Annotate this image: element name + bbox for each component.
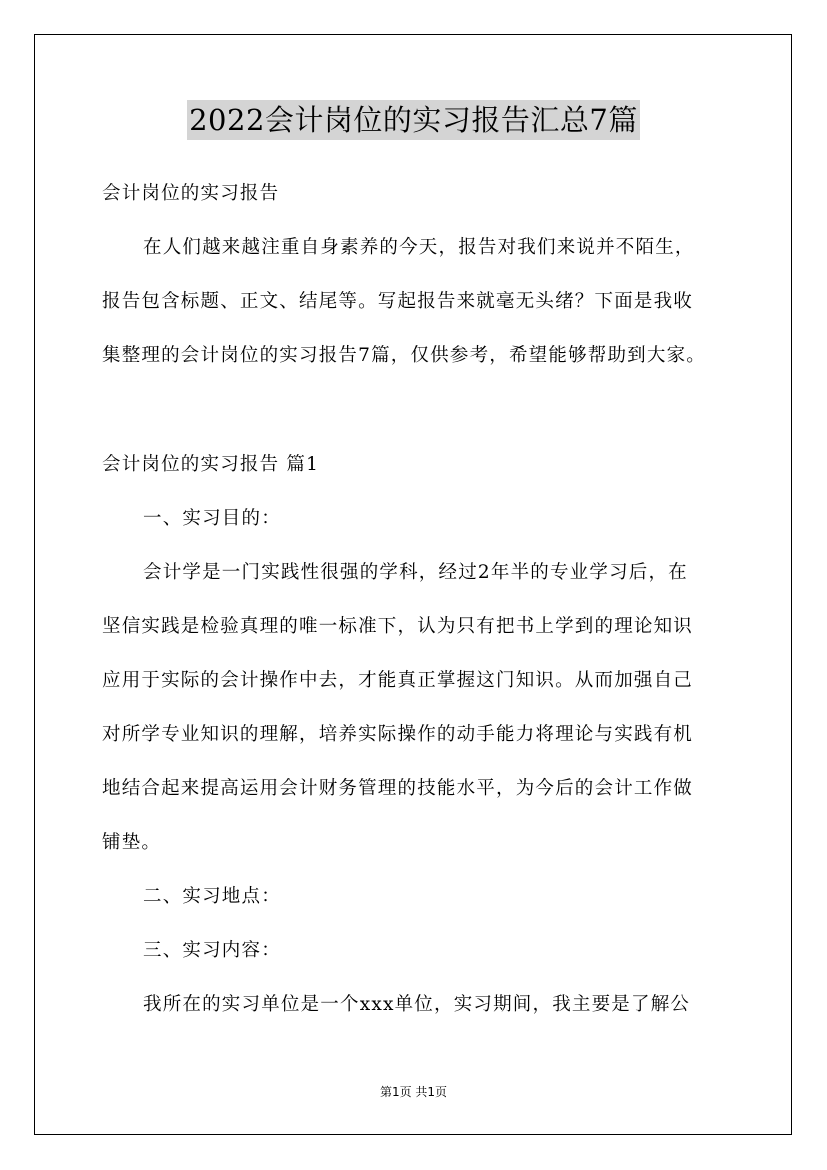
paragraph-line: 在人们越来越注重自身素养的今天，报告对我们来说并不陌生， [143,237,695,258]
page-footer: 第1页 共1页 [379,1085,448,1099]
subheading: 二、实习地点： [143,886,281,907]
section-heading: 会计岗位的实习报告 [102,183,280,204]
subheading: 一、实习目的： [143,508,281,529]
paragraph-line: 地结合起来提高运用会计财务管理的技能水平，为今后的会计工作做 [102,778,694,799]
paragraph-line: 对所学专业知识的理解，培养实际操作的动手能力将理论与实践有机 [102,724,694,745]
paragraph-line: 我所在的实习单位是一个xxx单位，实习期间，我主要是了解公 [143,994,691,1015]
paragraph-line: 会计学是一门实践性很强的学科，经过2年半的专业学习后，在 [143,562,688,583]
document-title: 2022会计岗位的实习报告汇总7篇 [187,100,640,140]
paragraph-line: 集整理的会计岗位的实习报告7篇，仅供参考，希望能够帮助到大家。 [102,345,706,366]
paragraph-line: 铺垫。 [102,832,162,853]
paragraph-line: 报告包含标题、正文、结尾等。写起报告来就毫无头绪？下面是我收 [102,291,694,312]
subheading: 三、实习内容： [143,940,281,961]
paragraph-line: 应用于实际的会计操作中去，才能真正掌握这门知识。从而加强自己 [102,670,694,691]
section-heading: 会计岗位的实习报告 篇1 [102,454,320,475]
title-container [0,100,827,140]
paragraph-line: 坚信实践是检验真理的唯一标准下，认为只有把书上学到的理论知识 [102,616,694,637]
